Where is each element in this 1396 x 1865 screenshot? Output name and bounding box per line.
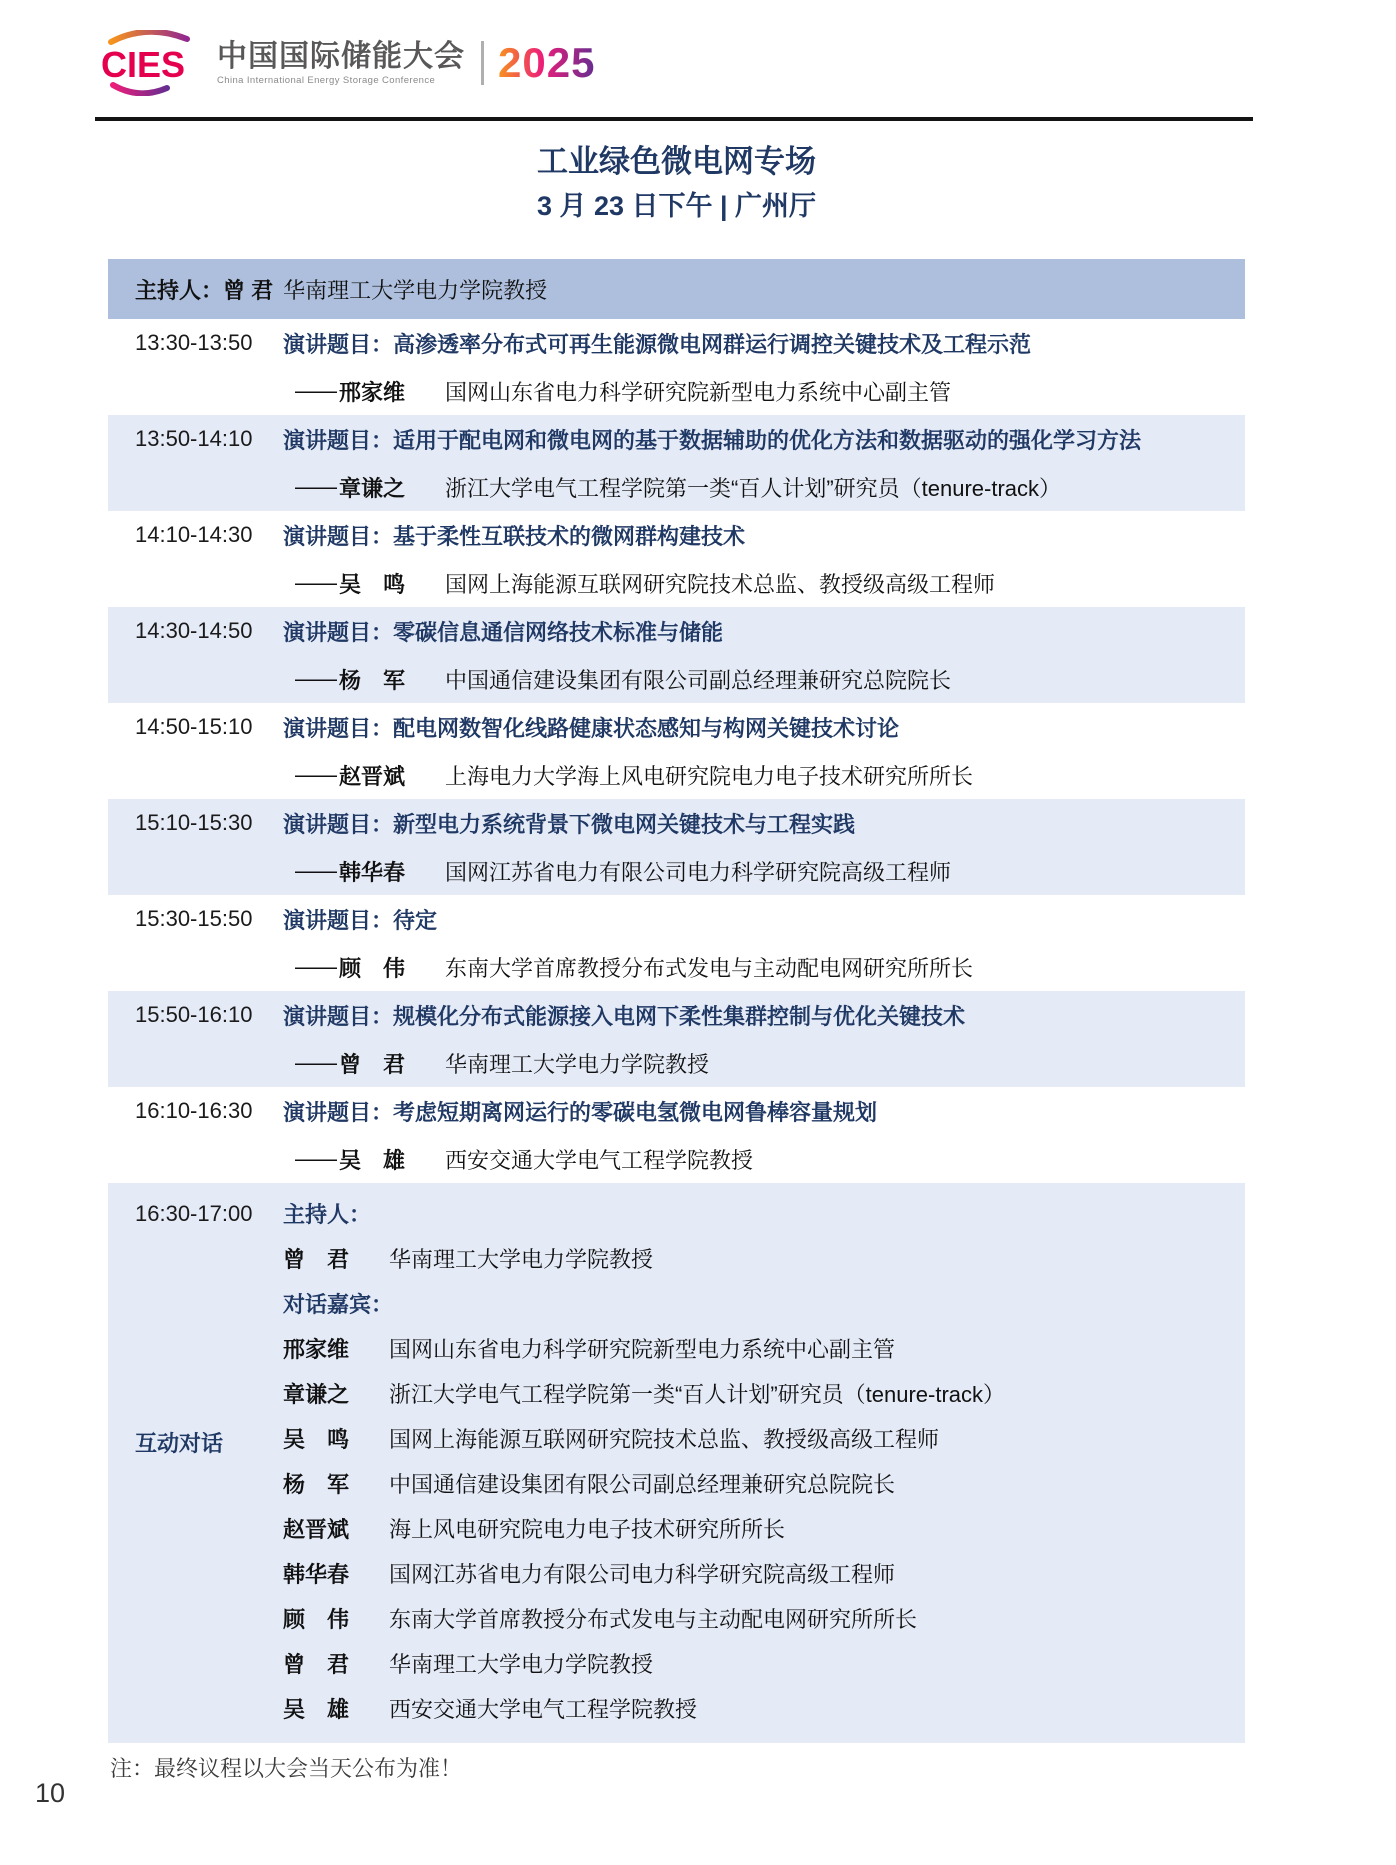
speaker-name: 曾 君 [339,1051,406,1077]
logo-year: 2025 [498,39,596,86]
talk-row [108,415,1245,511]
dialogue-left-column [108,1191,283,1731]
talk-speaker-line [108,367,1245,415]
dialogue-line [283,1236,1245,1281]
talk-speaker-line [108,559,1245,607]
talk-row [108,319,1245,415]
guest-name: 杨 军 [283,1472,350,1497]
dialogue-line [283,1281,1245,1326]
logo-brand-en: China International Energy Storage Conference [217,75,436,86]
talk-time: 13:50-14:10 [135,426,253,451]
speaker-dash: —— [295,378,335,403]
dialogue-line [283,1326,1245,1371]
guest-affiliation: 东南大学首席教授分布式发电与主动配电网研究所所长 [389,1607,918,1632]
dialogue-line [283,1461,1245,1506]
dialogue-line [283,1506,1245,1551]
host-row [108,259,1245,319]
talk-title-line [108,415,1245,463]
dialogue-line [283,1371,1245,1416]
talk-title: 演讲题目：规模化分布式能源接入电网下柔性集群控制与优化关键技术 [283,1003,966,1029]
host-name: 曾 君 [223,277,274,303]
agenda-table [108,259,1245,1743]
speaker-name: 赵晋斌 [339,763,406,789]
speaker-dash: —— [295,954,335,979]
guest-name: 赵晋斌 [283,1517,350,1542]
dialogue-label: 互动对话 [135,1431,224,1456]
session-subtitle: 3 月 23 日下午 | 广州厅 [536,191,817,221]
dialogue-line [283,1191,1245,1236]
guest-affiliation: 国网江苏省电力有限公司电力科学研究院高级工程师 [389,1562,896,1587]
speaker-dash: —— [295,474,335,499]
logo-divider [481,41,484,85]
talk-speaker-line [108,463,1245,511]
talk-title-line [108,799,1245,847]
talk-speaker-line [108,1135,1245,1183]
talk-title-line [108,1087,1245,1135]
dialogue-line [283,1416,1245,1461]
talk-row [108,799,1245,895]
talk-title: 演讲题目：考虑短期离网运行的零碳电氢微电网鲁棒容量规划 [283,1099,878,1125]
speaker-name: 吴 鸣 [339,571,406,597]
talks [108,319,1245,1183]
guest-name: 吴 雄 [283,1697,350,1722]
guest-name: 曾 君 [283,1652,350,1677]
speaker-name: 章谦之 [339,475,406,501]
talk-row [108,991,1245,1087]
talk-title: 演讲题目：零碳信息通信网络技术标准与储能 [283,619,724,645]
talk-title-line [108,607,1245,655]
speaker-dash: —— [295,570,335,595]
dialogue-line [283,1551,1245,1596]
talk-title: 演讲题目：基于柔性互联技术的微网群构建技术 [283,523,746,549]
speaker-affiliation: 西安交通大学电气工程学院教授 [445,1147,754,1173]
speaker-dash: —— [295,762,335,787]
guest-name: 吴 鸣 [283,1427,350,1452]
speaker-affiliation: 国网江苏省电力有限公司电力科学研究院高级工程师 [445,859,952,885]
guest-affiliation: 华南理工大学电力学院教授 [389,1247,654,1272]
guest-name: 邢家维 [283,1337,350,1362]
talk-speaker-line [108,751,1245,799]
talk-row [108,1087,1245,1183]
session-title: 工业绿色微电网专场 [537,144,816,179]
dialogue-line [283,1641,1245,1686]
host-label: 主持人： [135,277,224,303]
guest-affiliation: 浙江大学电气工程学院第一类“百人计划”研究员（tenure-track） [389,1382,1006,1407]
speaker-affiliation: 国网山东省电力科学研究院新型电力系统中心副主管 [445,379,952,405]
speaker-dash: —— [295,1146,335,1171]
speaker-name: 韩华春 [339,859,406,885]
guest-affiliation: 中国通信建设集团有限公司副总经理兼研究总院院长 [389,1472,896,1497]
talk-row [108,607,1245,703]
dialogue-line [283,1686,1245,1731]
page-number: 10 [35,1778,66,1808]
dialogue-heading: 对话嘉宾： [283,1292,394,1317]
logo-brand-cn: 中国国际储能大会 [217,40,465,73]
talk-title: 演讲题目：适用于配电网和微电网的基于数据辅助的优化方法和数据驱动的强化学习方法 [283,427,1142,453]
talk-time: 15:10-15:30 [135,810,253,835]
talk-title: 演讲题目：高渗透率分布式可再生能源微电网群运行调控关键技术及工程示范 [283,331,1032,357]
talk-title-line [108,991,1245,1039]
speaker-name: 吴 雄 [339,1147,406,1173]
logo-top-swoosh [111,32,187,42]
talk-time: 16:10-16:30 [135,1098,253,1123]
guest-name: 曾 君 [283,1247,350,1272]
talk-speaker-line [108,847,1245,895]
dialogue-heading: 主持人： [283,1202,372,1227]
talk-time: 15:30-15:50 [135,906,253,931]
speaker-name: 杨 军 [339,667,406,693]
conference-logo [95,30,595,96]
dialogue-row [108,1183,1245,1743]
talk-row [108,703,1245,799]
speaker-affiliation: 华南理工大学电力学院教授 [445,1051,710,1077]
speaker-affiliation: 中国通信建设集团有限公司副总经理兼研究总院院长 [445,667,952,693]
speaker-affiliation: 浙江大学电气工程学院第一类“百人计划”研究员（tenure-track） [445,475,1062,501]
guest-affiliation: 海上风电研究院电力电子技术研究所所长 [389,1517,786,1542]
cies-logo-mark [95,30,207,96]
talk-title-line [108,511,1245,559]
talk-time: 14:50-15:10 [135,714,253,739]
guest-name: 章谦之 [283,1382,350,1407]
talk-title: 演讲题目：配电网数智化线路健康状态感知与构网关键技术讨论 [283,715,900,741]
guest-name: 顾 伟 [283,1607,350,1632]
guest-affiliation: 西安交通大学电气工程学院教授 [389,1697,698,1722]
dialogue-lines [283,1191,1245,1731]
speaker-affiliation: 国网上海能源互联网研究院技术总监、教授级高级工程师 [445,571,996,597]
speaker-dash: —— [295,666,335,691]
talk-title-line [108,319,1245,367]
guest-affiliation: 国网上海能源互联网研究院技术总监、教授级高级工程师 [389,1427,940,1452]
dialogue-line [283,1596,1245,1641]
talk-title: 演讲题目：新型电力系统背景下微电网关键技术与工程实践 [283,811,856,837]
guest-name: 韩华春 [283,1562,350,1587]
talk-speaker-line [108,1039,1245,1087]
speaker-name: 顾 伟 [339,955,406,981]
talk-title-line [108,703,1245,751]
logo-brand [217,40,465,86]
talk-time: 13:30-13:50 [135,330,253,355]
header-rule [95,117,1253,121]
talk-title: 演讲题目：待定 [283,907,438,933]
talk-row [108,511,1245,607]
talk-time: 15:50-16:10 [135,1002,253,1027]
logo-bottom-swoosh [113,85,167,93]
talk-title-line [108,895,1245,943]
talk-row [108,895,1245,991]
speaker-dash: —— [295,1050,335,1075]
guest-affiliation: 国网山东省电力科学研究院新型电力系统中心副主管 [389,1337,896,1362]
speaker-affiliation: 东南大学首席教授分布式发电与主动配电网研究所所长 [445,955,974,981]
talk-speaker-line [108,655,1245,703]
dialogue-time: 16:30-17:00 [135,1201,253,1226]
talk-time: 14:30-14:50 [135,618,253,643]
speaker-dash: —— [295,858,335,883]
talk-speaker-line [108,943,1245,991]
speaker-affiliation: 上海电力大学海上风电研究院电力电子技术研究所所长 [445,763,974,789]
footer-note: 注：最终议程以大会当天公布为准！ [110,1756,463,1781]
logo-cies-acronym: CIES [101,44,186,85]
talk-time: 14:10-14:30 [135,522,253,547]
guest-affiliation: 华南理工大学电力学院教授 [389,1652,654,1677]
host-affiliation: 华南理工大学电力学院教授 [283,277,548,303]
speaker-name: 邢家维 [339,379,406,405]
